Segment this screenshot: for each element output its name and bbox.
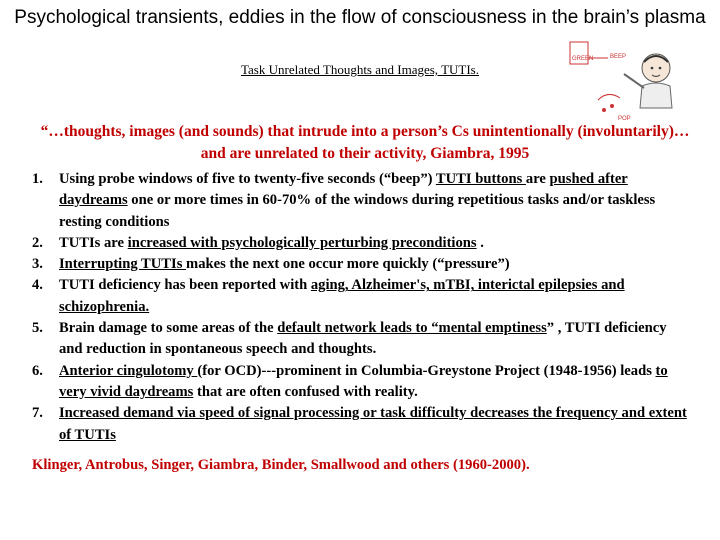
finding-text: . — [476, 234, 484, 251]
finding-text: are — [525, 171, 550, 187]
finding-underlined-text: Increased demand via speed of signal processing or task difficulty decreases the frequency and extent of TUTIs — [59, 405, 687, 443]
finding-underlined-text: increased with psychologically perturbing preconditions — [127, 234, 477, 251]
finding-text: ” , TUTI deficiency and reduction in spontaneous speech and thoughts. — [59, 320, 667, 358]
finding-number: 6. — [32, 362, 43, 379]
references-line: Klinger, Antrobus, Singer, Giambra, Binder, Smallwood and others (1960-2000). — [32, 457, 530, 473]
finding-text: makes the next one occur more quickly (“pressure”) — [186, 256, 510, 273]
finding-item — [32, 318, 692, 361]
finding-number: 2. — [32, 234, 43, 251]
green-label: GREEN — [572, 56, 594, 62]
finding-item — [32, 233, 692, 254]
finding-text: TUTI deficiency has been reported with — [59, 277, 311, 294]
finding-underlined-text: aging, Alzheimer's, mTBI, interictal epilepsies and schizophrenia. — [59, 277, 625, 315]
definition-quote: “…thoughts, images (and sounds) that intrude into a person’s Cs unintentionally (involuntarily)…and are unrelated to their activity, Giambra, 1995 — [40, 123, 690, 162]
finding-number: 1. — [32, 171, 43, 187]
finding-text: that are often confused with reality. — [193, 383, 418, 400]
finding-text: Brain damage to some areas of the — [59, 320, 278, 337]
finding-item — [32, 361, 692, 404]
finding-text: TUTIs are — [59, 234, 128, 251]
finding-number: 7. — [32, 405, 43, 422]
finding-text: Using probe windows of five to twenty-five seconds (“beep”) — [59, 171, 436, 187]
finding-text: one or more times in 60-70% of the windows during repetitious tasks and/or taskless resting conditions — [59, 192, 656, 230]
finding-item — [32, 254, 692, 275]
finding-underlined-text: pushed after daydreams — [59, 171, 628, 209]
finding-underlined-text: Anterior cingulotomy — [59, 362, 198, 379]
finding-underlined-text: default network leads to “mental emptiness — [277, 320, 547, 337]
finding-underlined-text: to very vivid daydreams — [59, 362, 668, 400]
finding-item — [32, 169, 692, 233]
finding-number: 3. — [32, 256, 43, 273]
slide-subtitle: Task Unrelated Thoughts and Images, TUTIs. — [241, 62, 479, 77]
finding-item — [32, 403, 692, 446]
finding-item — [32, 275, 692, 318]
slide-title: Psychological transients, eddies in the flow of consciousness in the brain’s plasma — [14, 7, 706, 28]
finding-number: 4. — [32, 277, 43, 294]
daydreaming-person-illustration — [568, 38, 678, 126]
pop-label: POP — [618, 116, 631, 122]
beep-label: BEEP — [610, 54, 627, 60]
finding-text: (for OCD)---prominent in Columbia-Greystone Project (1948-1956) leads — [197, 362, 656, 379]
finding-underlined-text: TUTI buttons — [435, 171, 526, 187]
finding-underlined-text: Interrupting TUTIs — [59, 256, 187, 273]
finding-number: 5. — [32, 320, 43, 337]
findings-list — [32, 169, 692, 446]
